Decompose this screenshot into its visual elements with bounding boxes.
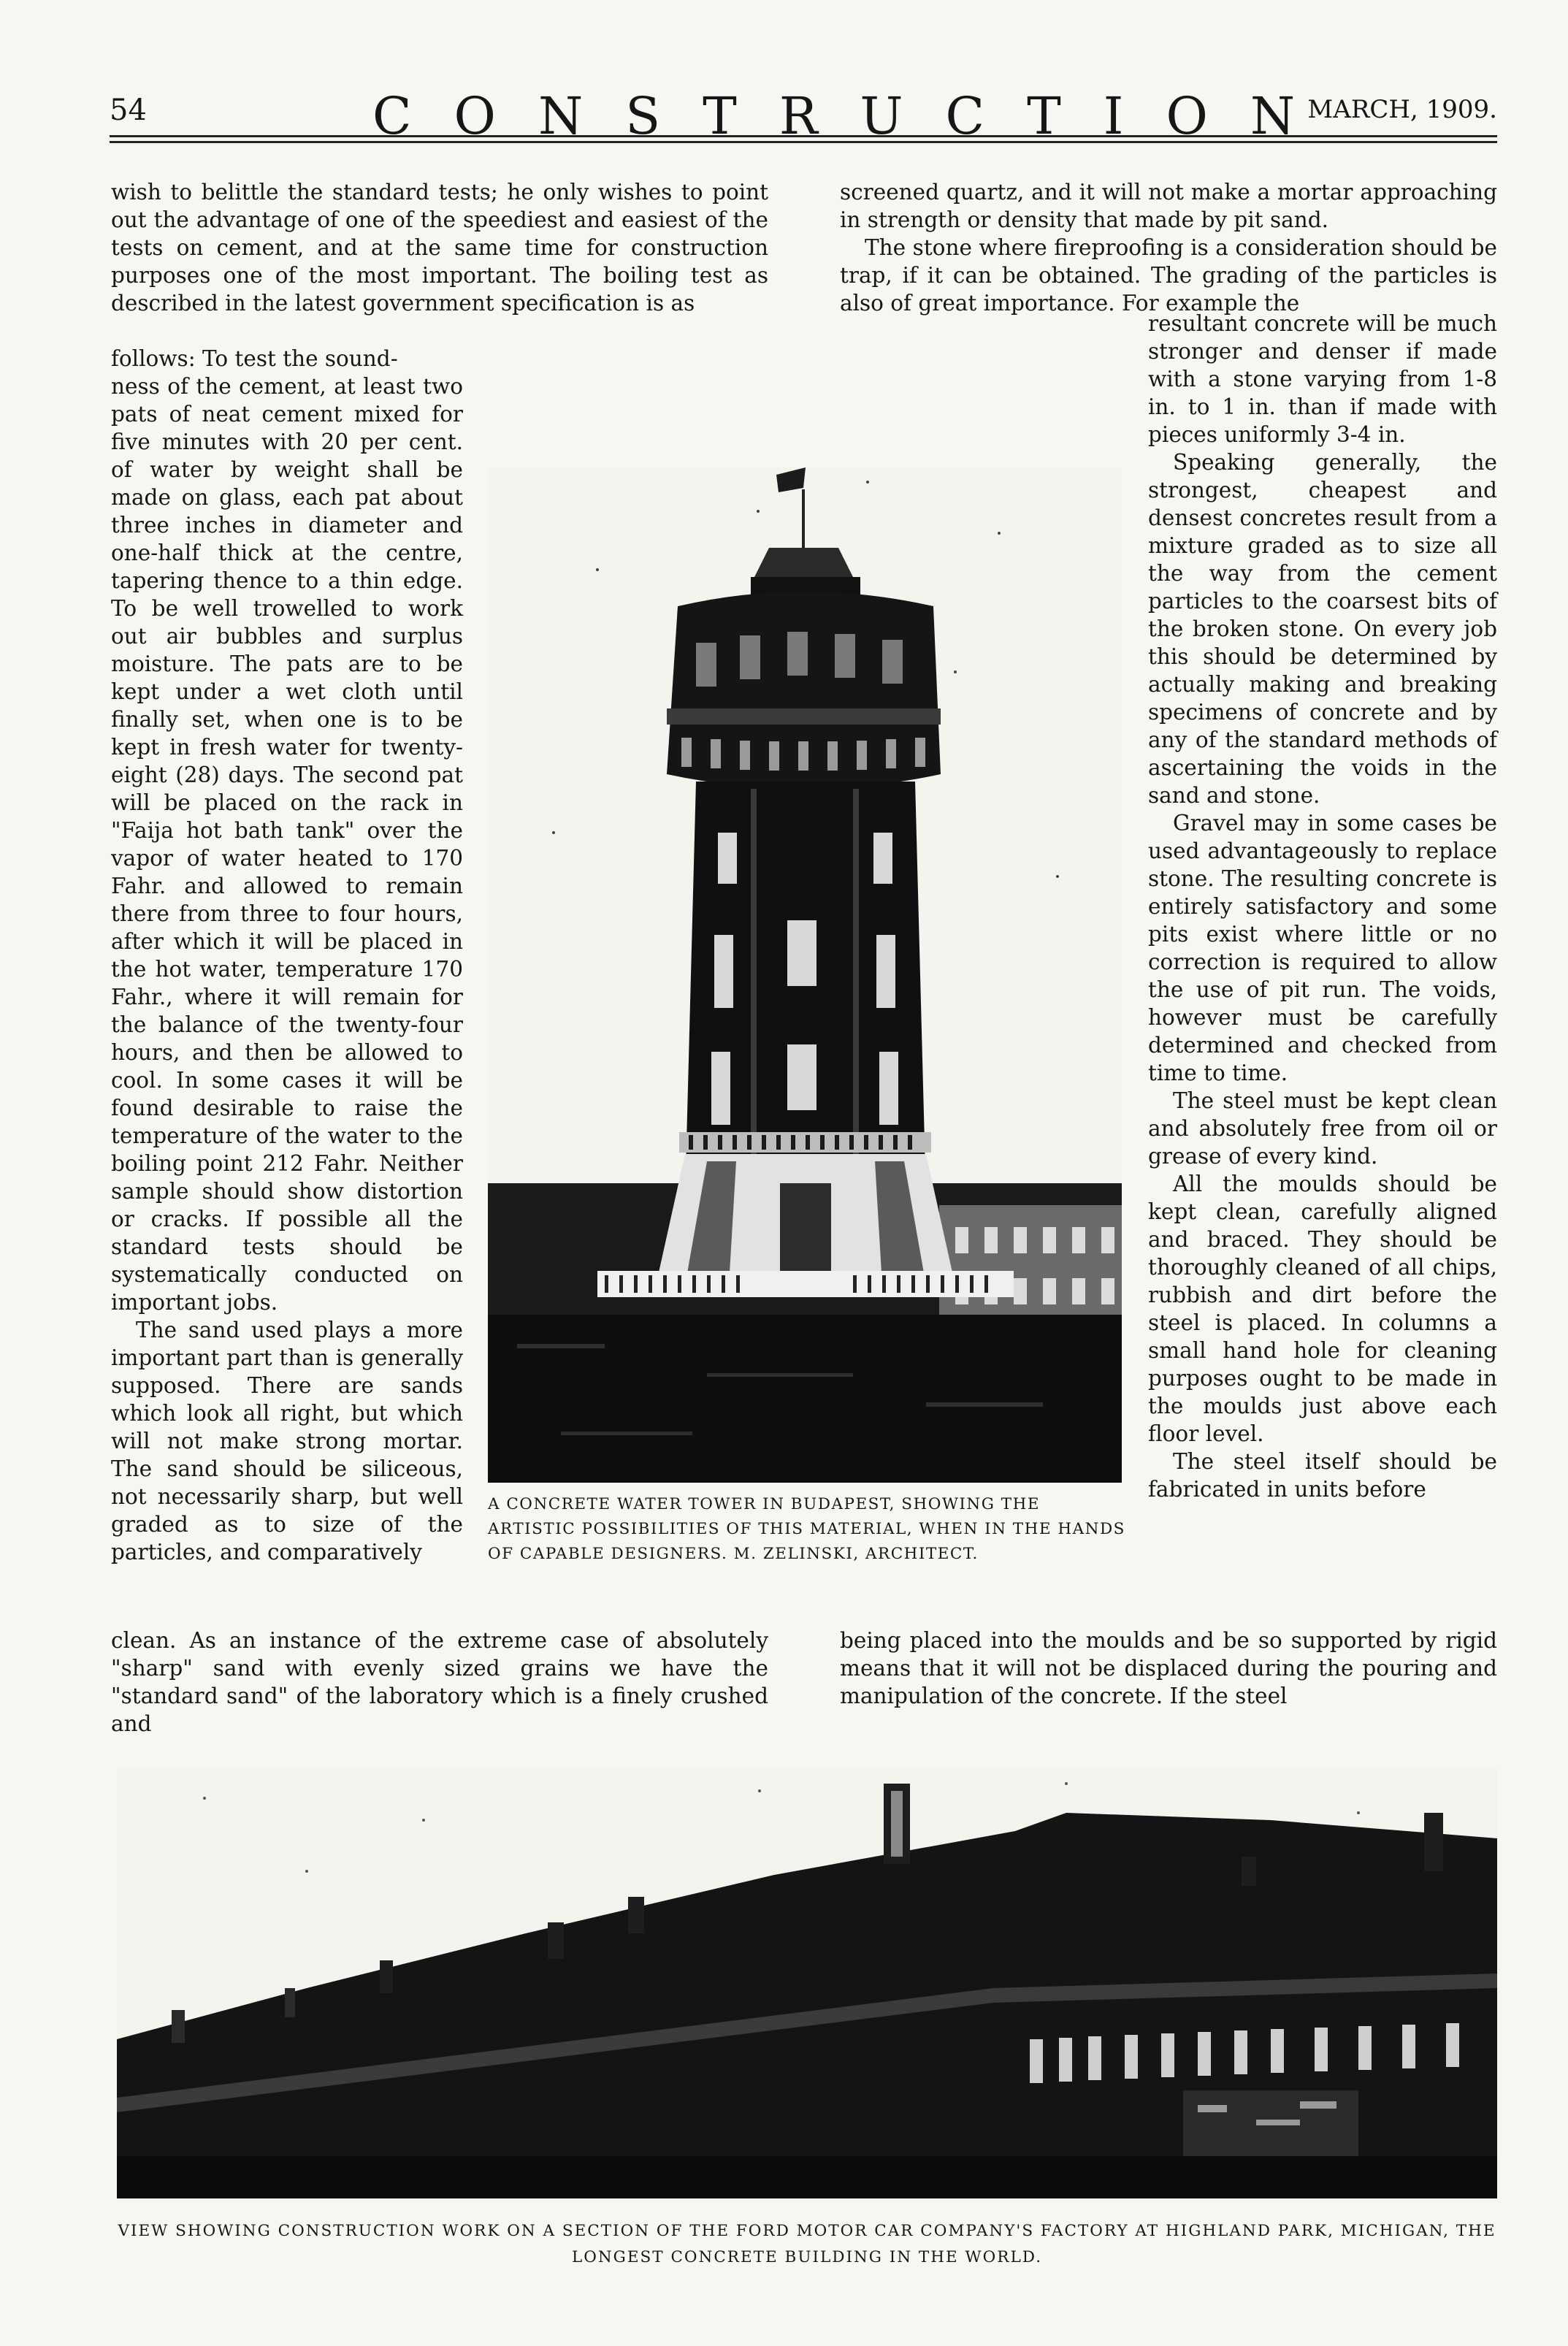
factory-figure-caption: VIEW SHOWING CONSTRUCTION WORK ON A SECTION OF THE FORD MOTOR CAR COMPANY'S FACTORY AT HIGHLAND PARK, MICHIGAN, THE LONGEST CONCRETE BUILDING IN THE WORLD.	[118, 2222, 1496, 2266]
paragraph-gravel: Gravel may in some cases be used advantageously to replace stone. The resulting concrete is entirely satisfactory and some pits exist where little or no correction is required to allow the use of pit run. The voids, however must be carefully determined and checked from time to time.	[1148, 811, 1497, 1085]
tower-figure-caption: A CONCRETE WATER TOWER IN BUDAPEST, SHOWING THE ARTISTIC POSSIBILITIES OF THIS MATERIAL, WHEN IN THE HANDS OF CAPABLE DESIGNERS. M. ZELINSKI, ARCHITECT.	[488, 1495, 1125, 1563]
header-rule	[110, 135, 1497, 137]
publication-title: CONSTRUCTION	[372, 86, 1338, 146]
paragraph-stone: The stone where fireproofing is a consideration should be trap, if it can be obtained. The grading of the particles is also of great importance. For example the	[840, 235, 1497, 316]
issue-date: MARCH, 1909.	[1307, 95, 1497, 124]
paragraph-steel-continued: being placed into the moulds and be so supported by rigid means that it will not be displaced during the pouring and manipulation of the concrete. If the steel	[840, 1628, 1497, 1708]
page-number: 54	[110, 93, 147, 127]
paragraph-screened-quartz: screened quartz, and it will not make a mortar approaching in strength or density that made by pit sand.	[840, 180, 1497, 232]
ford-factory-photo	[117, 1769, 1497, 2198]
header-rule-double	[110, 141, 1497, 143]
paragraph-grading: Speaking generally, the strongest, cheapest and densest concretes result from a mixture graded as to size all the way from the cement particles to the coarsest bits of the broken stone. On every job this should be determined by actually making and breaking specimens of concrete and by any of the standard methods of ascertaining the voids in the sand and stone.	[1148, 450, 1497, 808]
right-column-body	[1148, 310, 1497, 1503]
right-column-top	[840, 178, 1497, 317]
left-column-top	[111, 178, 768, 317]
right-column-bottom	[840, 1627, 1497, 1710]
paragraph-sand-continued: clean. As an instance of the extreme case of absolutely "sharp" sand with evenly sized grains we have the "standard sand" of the laboratory which is a finely crushed and	[111, 1628, 768, 1736]
left-column-bottom	[111, 1627, 768, 1738]
water-tower-photo	[488, 467, 1122, 1483]
paragraph-steel-fabrication: The steel itself should be fabricated in units before	[1148, 1449, 1497, 1502]
paragraph-boiling-test-intro: wish to belittle the standard tests; he only wishes to point out the advantage of one of the speediest and easiest of the tests on cement, and at the same time for construction purposes one of the most important. The boiling test as described in the latest government specification is as	[111, 180, 768, 316]
left-column-body	[111, 345, 463, 1566]
paragraph-follows: follows: To test the sound-	[111, 346, 398, 371]
paragraph-sand: The sand used plays a more important part than is generally supposed. There are sands which look all right, but which will not make strong mortar. The sand should be siliceous, not necessarily sharp, but well graded as to size of the particles, and comparatively	[111, 1318, 463, 1564]
paragraph-moulds: All the moulds should be kept clean, carefully aligned and braced. They should be thoroughly cleaned of all chips, rubbish and dirt before the steel is placed. In columns a small hand hole for cleaning purposes ought to be made in the moulds just above each floor level.	[1148, 1172, 1497, 1446]
paragraph-steel-clean: The steel must be kept clean and absolutely free from oil or grease of every kind.	[1148, 1088, 1497, 1169]
paragraph-boiling-test: ness of the cement, at least two pats of neat cement mixed for five minutes with 20 per cent. of water by weight shall be made on glass, each pat about three inches in diameter and one-half thick at the centre, tapering thence to a thin edge. To be well trowelled to work out air bubbles and surplus moisture. The pats are to be kept under a wet cloth until finally set, when one is to be kept in fresh water for twenty-eight (28) days. The second pat will be placed on the rack in "Faija hot bath tank" over the vapor of water heated to 170 Fahr. and allowed to remain there from three to four hours, after which it will be placed in the hot water, temperature 170 Fahr., where it will remain for the balance of the twenty-four hours, and then be allowed to cool. In some cases it will be found desirable to raise the temperature of the water to the boiling point 212 Fahr. Neither sample should show distortion or cracks. If possible all the standard tests should be systematically conducted on important jobs.	[111, 374, 463, 1315]
paragraph-stone-continued: resultant concrete will be much stronger and denser if made with a stone varying from 1-8 in. to 1 in. than if made with pieces uniformly 3-4 in.	[1148, 311, 1497, 447]
